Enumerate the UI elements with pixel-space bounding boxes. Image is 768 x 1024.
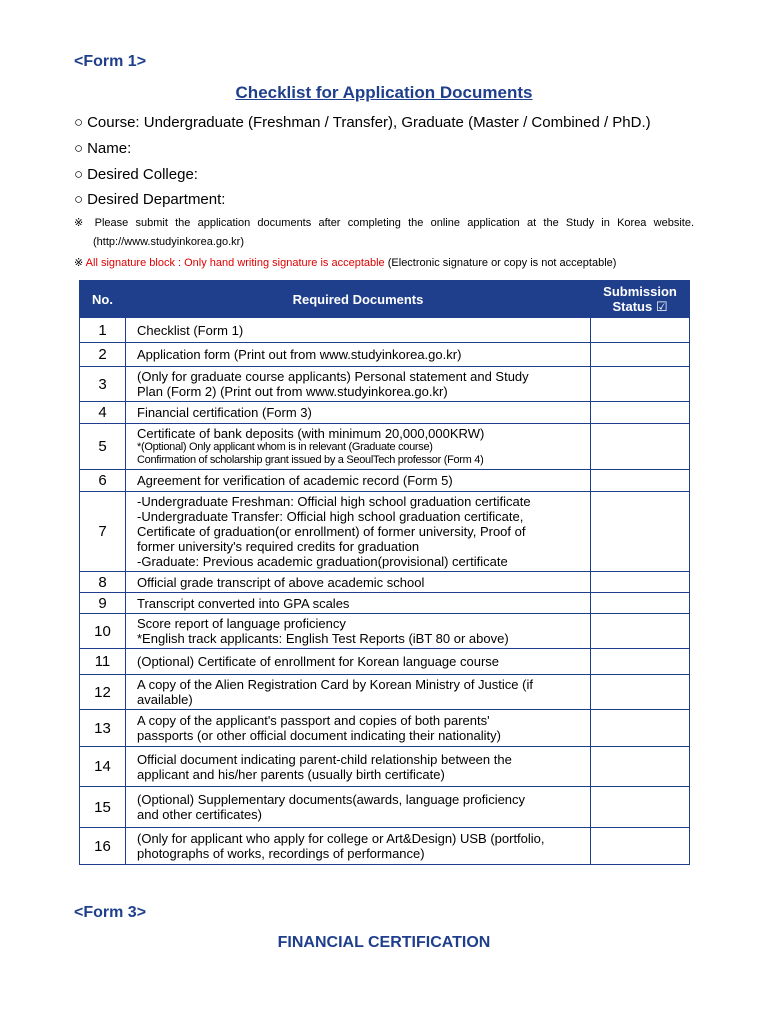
required-document: [126, 593, 591, 614]
table-row: [80, 318, 690, 343]
row-number: 16: [80, 828, 126, 865]
desired-college-field: [74, 166, 198, 183]
circle-bullet-icon: ○: [74, 191, 84, 208]
document-line: Financial certification (Form 3): [137, 405, 312, 420]
document-line: -Graduate: Previous academic graduation(provisional) certificate: [137, 554, 508, 569]
table-header-row: [80, 281, 690, 318]
document-line: (Optional) Certificate of enrollment for Korean language course: [137, 654, 500, 669]
row-number: 5: [80, 424, 126, 470]
table-row: [80, 614, 690, 649]
required-document: [126, 747, 591, 787]
document-line: Official document indicating parent-child relationship between the: [137, 751, 512, 767]
required-document: [126, 828, 591, 865]
required-document: [126, 402, 591, 424]
required-document: [126, 492, 591, 572]
documents-checklist-table: [79, 280, 690, 865]
row-number: 3: [80, 367, 126, 402]
table-row: [80, 572, 690, 593]
row-number: 11: [80, 649, 126, 675]
submission-note-text: Please submit the application documents after completing the online application at the Study in Korea website.: [94, 217, 694, 229]
submission-status-cell[interactable]: [591, 318, 690, 343]
table-row: [80, 343, 690, 367]
name-field: [74, 140, 131, 157]
required-document: [126, 710, 591, 747]
table-row: [80, 675, 690, 710]
submission-status-cell[interactable]: [591, 470, 690, 492]
document-line: photographs of works, recordings of performance): [137, 846, 425, 861]
submission-note: [74, 216, 694, 229]
course-field: [74, 114, 651, 131]
submission-status-cell[interactable]: [591, 492, 690, 572]
signature-note: [74, 256, 616, 269]
header-required-documents: Required Documents: [126, 281, 591, 318]
document-line: -Undergraduate Transfer: Official high school graduation certificate,: [137, 509, 524, 524]
document-line: Certificate of bank deposits (with minimum 20,000,000KRW): [137, 426, 485, 441]
financial-certification-title: FINANCIAL CERTIFICATION: [277, 934, 491, 951]
table-row: [80, 470, 690, 492]
document-line: *English track applicants: English Test Reports (iBT 80 or above): [137, 631, 509, 646]
table-row: [80, 424, 690, 470]
submission-status-cell[interactable]: [591, 747, 690, 787]
required-document: [126, 649, 591, 675]
table-row: [80, 828, 690, 865]
checklist-title: Checklist for Application Documents: [235, 83, 533, 102]
table-row: [80, 492, 690, 572]
circle-bullet-icon: ○: [74, 114, 84, 131]
row-number: 6: [80, 470, 126, 492]
document-line: and other certificates): [137, 807, 263, 822]
table-row: [80, 710, 690, 747]
desired-college-label: Desired College:: [87, 166, 198, 183]
submission-status-cell[interactable]: [591, 367, 690, 402]
desired-department-field: [74, 191, 225, 208]
submission-status-cell[interactable]: [591, 828, 690, 865]
row-number: 15: [80, 787, 126, 828]
signature-label: All signature block :: [85, 257, 182, 269]
document-line: A copy of the applicant's passport and copies of both parents': [137, 713, 490, 728]
row-number: 12: [80, 675, 126, 710]
row-number: 2: [80, 343, 126, 367]
row-number: 8: [80, 572, 126, 593]
signature-exception: (Electronic signature or copy is not acceptable): [384, 257, 617, 269]
course-label: Course: Undergraduate (Freshman / Transfer), Graduate (Master / Combined / PhD.): [87, 114, 651, 131]
reference-mark-icon: ※: [74, 217, 88, 229]
document-note-line: Confirmation of scholarship grant issued by a SeoulTech professor (Form 4): [137, 454, 484, 466]
submission-status-cell[interactable]: [591, 343, 690, 367]
row-number: 13: [80, 710, 126, 747]
document-line: Certificate of graduation(or enrollment) of former university, Proof of: [137, 524, 526, 539]
submission-status-cell[interactable]: [591, 614, 690, 649]
desired-department-label: Desired Department:: [87, 191, 226, 208]
header-status-line2: Status ☑: [612, 299, 668, 314]
submission-status-cell[interactable]: [591, 710, 690, 747]
document-line: (Optional) Supplementary documents(awards, language proficiency: [137, 792, 526, 807]
submission-status-cell[interactable]: [591, 572, 690, 593]
row-number: 7: [80, 492, 126, 572]
table-row: [80, 747, 690, 787]
document-line: Score report of language proficiency: [137, 616, 346, 631]
required-document: [126, 343, 591, 367]
document-line: -Undergraduate Freshman: Official high school graduation certificate: [137, 494, 531, 509]
row-number: 9: [80, 593, 126, 614]
form1-label: <Form 1>: [74, 53, 147, 70]
required-document: [126, 614, 591, 649]
table-row: [80, 787, 690, 828]
table-row: [80, 367, 690, 402]
document-line: available): [137, 692, 193, 707]
document-line: Official grade transcript of above academic school: [137, 574, 425, 590]
document-line: Plan (Form 2) (Print out from www.studyinkorea.go.kr): [137, 384, 448, 399]
name-label: Name:: [87, 140, 132, 157]
signature-requirement: Only hand writing signature is acceptable: [181, 257, 385, 269]
submission-status-cell[interactable]: [591, 675, 690, 710]
required-document: [126, 787, 591, 828]
reference-mark-icon: ※: [74, 257, 84, 269]
document-line: Agreement for verification of academic record (Form 5): [137, 473, 453, 488]
circle-bullet-icon: ○: [74, 166, 84, 183]
submission-status-cell[interactable]: [591, 593, 690, 614]
header-submission-status: [591, 281, 690, 318]
required-document: [126, 470, 591, 492]
submission-status-cell[interactable]: [591, 787, 690, 828]
document-line: (Only for applicant who apply for college or Art&Design) USB (portfolio,: [137, 831, 545, 846]
row-number: 1: [80, 318, 126, 343]
required-document: [126, 675, 591, 710]
header-no: No.: [80, 281, 126, 318]
required-document: [126, 318, 591, 343]
header-status-line1: Submission: [603, 284, 677, 299]
submission-status-cell[interactable]: [591, 649, 690, 675]
form3-label: <Form 3>: [74, 904, 147, 921]
submission-status-cell[interactable]: [591, 402, 690, 424]
submission-status-cell[interactable]: [591, 424, 690, 470]
document-line: Application form (Print out from www.studyinkorea.go.kr): [137, 347, 462, 362]
document-line: passports (or other official document indicating their nationality): [137, 728, 501, 743]
document-line: (Only for graduate course applicants) Personal statement and Study: [137, 369, 529, 384]
row-number: 4: [80, 402, 126, 424]
table-body: [80, 318, 690, 865]
document-line: former university's required credits for graduation: [137, 539, 420, 554]
circle-bullet-icon: ○: [74, 140, 84, 157]
table-row: [80, 593, 690, 614]
required-document: [126, 424, 591, 470]
document-line: Checklist (Form 1): [137, 322, 244, 338]
submission-url: (http://www.studyinkorea.go.kr): [93, 236, 245, 248]
document-note-line: *(Optional) Only applicant whom is in relevant (Graduate course): [137, 441, 433, 453]
row-number: 10: [80, 614, 126, 649]
table-row: [80, 402, 690, 424]
row-number: 14: [80, 747, 126, 787]
document-line: Transcript converted into GPA scales: [137, 595, 350, 611]
table-row: [80, 649, 690, 675]
document-line: A copy of the Alien Registration Card by Korean Ministry of Justice (if: [137, 677, 533, 692]
required-document: [126, 572, 591, 593]
document-line: applicant and his/her parents (usually birth certificate): [137, 766, 445, 782]
required-document: [126, 367, 591, 402]
